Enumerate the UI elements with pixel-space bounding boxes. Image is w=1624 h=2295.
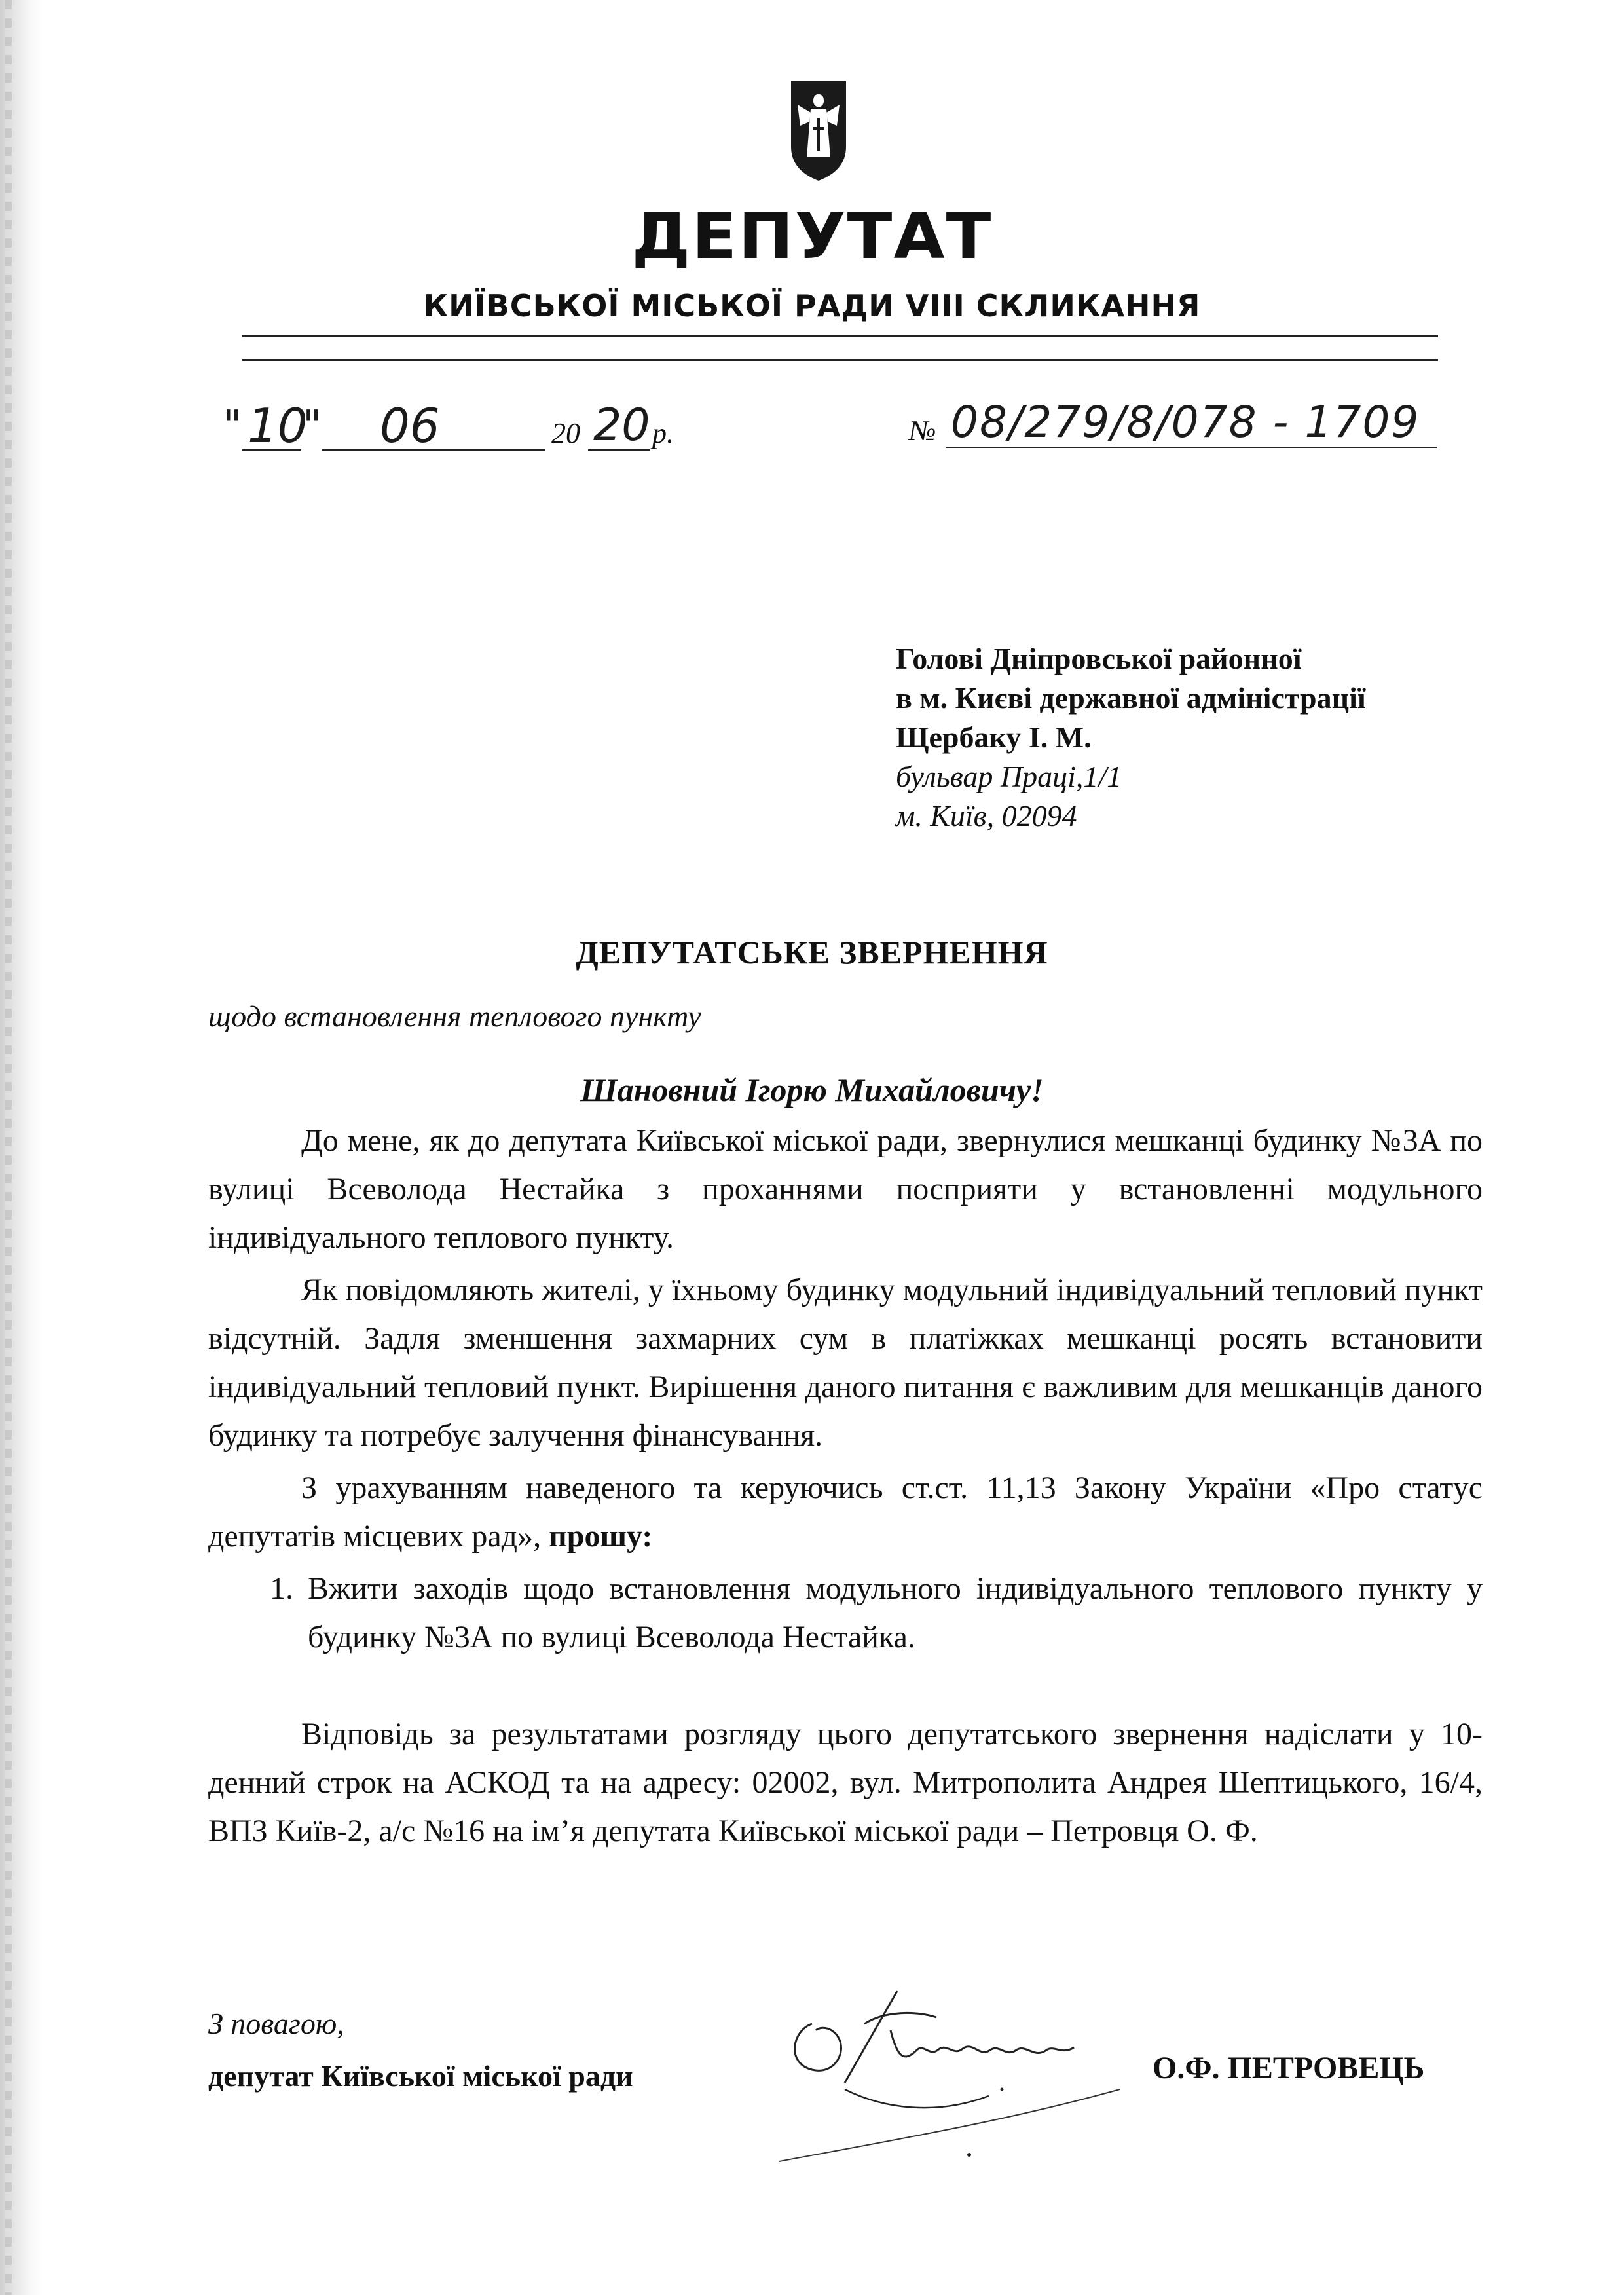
reg-number-label: № — [909, 415, 936, 447]
date-year-underline — [588, 449, 650, 451]
addressee-line-3: Щербаку І. М. — [896, 720, 1092, 754]
closing-block — [208, 1998, 633, 2102]
closing-position: депутат Київської міської ради — [208, 2059, 633, 2093]
addressee-line-1: Голові Дніпровської районної — [896, 642, 1302, 675]
addressee-block — [896, 639, 1366, 836]
date-day-underline — [242, 449, 301, 451]
date-year-suffix: 20 — [593, 400, 650, 451]
date-close-quote: " — [303, 402, 322, 451]
addressee-street: бульвар Праці,1/1 — [896, 760, 1122, 793]
scan-edge-shadow — [0, 0, 42, 2295]
request-item-1: 1. Вжити заходів щодо встановлення модульного індивідуального теплового пункту у будинку №3А по вулиці Всеволода Нестайка. — [301, 1565, 1483, 1662]
request-list — [208, 1565, 1483, 1662]
letterhead-subtitle: КИЇВСЬКОЇ МІСЬКОЇ РАДИ VIII СКЛИКАННЯ — [423, 288, 1201, 324]
body-paragraph-3 — [208, 1464, 1483, 1561]
reg-number-underline — [946, 447, 1437, 448]
date-year-unit: р. — [652, 417, 674, 449]
date-month-underline — [322, 449, 545, 451]
document-heading: ДЕПУТАТСЬКЕ ЗВЕРНЕННЯ — [576, 934, 1048, 971]
kyiv-coat-of-arms-icon — [788, 79, 849, 183]
date-year-prefix: 20 — [551, 417, 580, 449]
letterhead-title: ДЕПУТАТ — [631, 200, 993, 273]
body-paragraph-2: Як повідомляють жителі, у їхньому будинку модульний індивідуальний тепловий пункт відсутній. Задля зменшення захмарних сум в платіжках мешканці росять встановити індивідуальний тепловий пункт. Вирішення даного питання є важливим для мешканців даного будинку та потребує залучення фінансування. — [208, 1273, 1483, 1453]
closing-regards: З повагою, — [208, 2007, 344, 2040]
reply-instructions: Відповідь за результатами розгляду цього депутатського звернення надіслати у 10-денний строк на АСКОД та на адресу: 02002, вул. Митрополита Андрея Шептицького, 16/4, ВПЗ Київ-2, а/с №16 на ім’я депутата Київської міської ради – Петровця О. Ф. — [208, 1717, 1483, 1848]
letterhead-rule-top — [242, 335, 1438, 337]
body-paragraph-1: До мене, як до депутата Київської міської ради, звернулися мешканці будинку №3А по вулиці Всеволода Нестайка з проханнями посприяти у встановленні модульного індивідуального теплового пункту. — [208, 1123, 1483, 1255]
date-day: 10 — [248, 398, 308, 453]
document-subject: щодо встановлення теплового пункту — [208, 999, 701, 1033]
letter-body — [208, 1117, 1483, 1859]
greeting: Шановний Ігорю Михайловичу! — [580, 1072, 1044, 1108]
addressee-line-2: в м. Києві державної адміністрації — [896, 681, 1366, 715]
date-open-quote: " — [223, 402, 242, 451]
reg-number-value: 08/279/8/078 - 1709 — [951, 397, 1420, 447]
addressee-city: м. Київ, 02094 — [896, 799, 1077, 832]
handwritten-signature — [766, 1985, 1185, 2201]
body-paragraph-3-text: З урахуванням наведеного та керуючись ст.ст. 11,13 Закону України «Про статус депутатів місцевих рад», — [208, 1470, 1483, 1554]
letterhead-rule-bottom — [242, 359, 1438, 361]
signer-name: О.Ф. ПЕТРОВЕЦЬ — [1153, 2051, 1425, 2085]
request-keyword: прошу: — [549, 1519, 653, 1554]
date-month: 06 — [380, 398, 440, 453]
